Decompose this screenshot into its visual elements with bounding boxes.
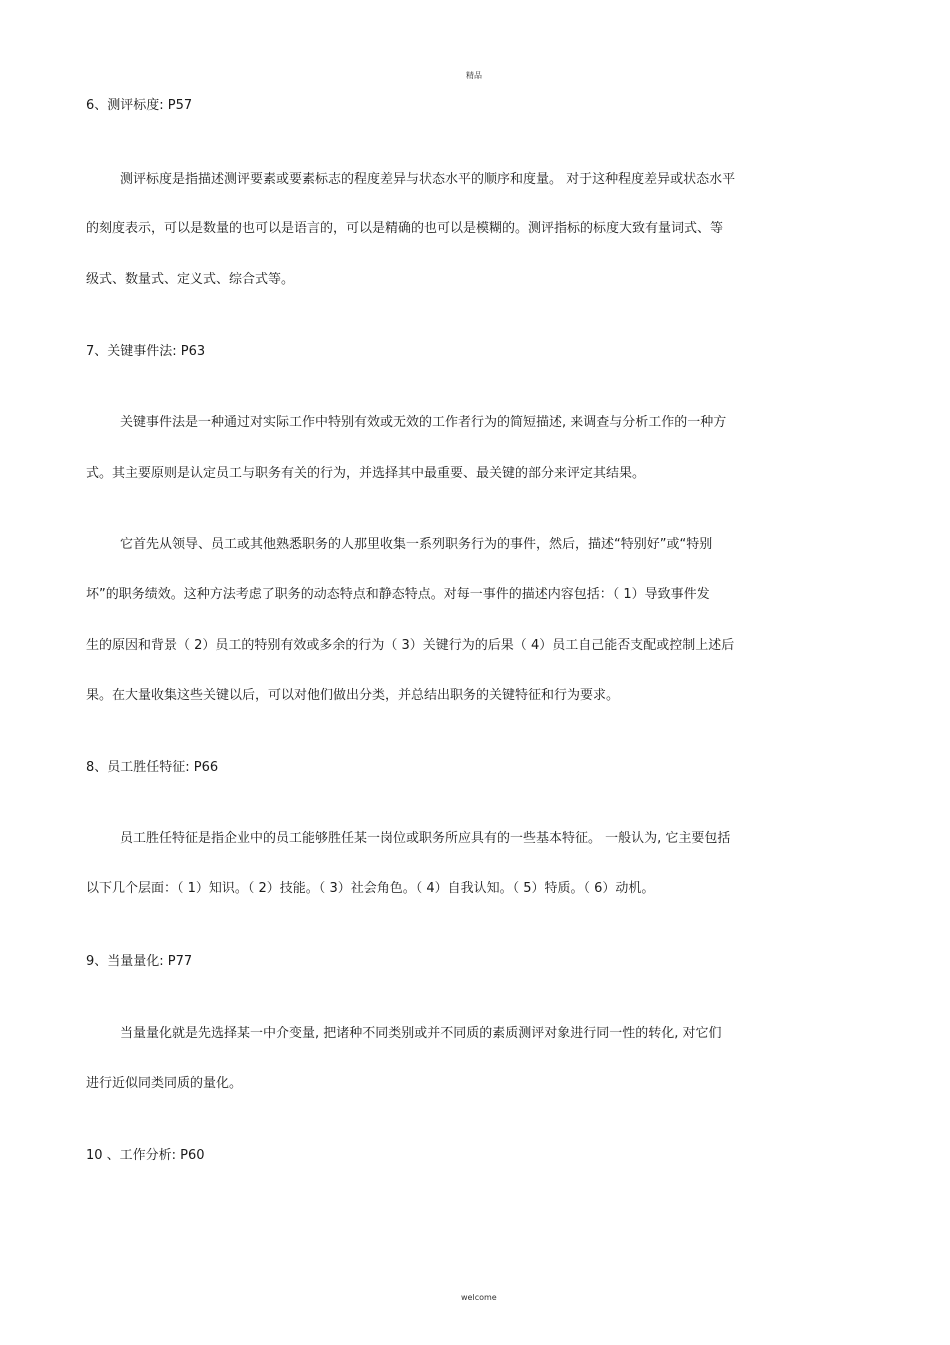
text-line: 坏”的职务绩效。这种方法考虑了职务的动态特点和静态特点。对每一事件的描述内容包括：（ 1）导致事件发 [86, 587, 710, 602]
text-line: 7、关键事件法: P63 [86, 344, 206, 359]
text-line: 当量量化就是先选择某一中介变量, 把诸种不同类别或并不同质的素质测评对象进行同一性的转化, 对它们 [120, 1026, 722, 1041]
text-line: 测评标度是指描述测评要素或要素标志的程度差异与状态水平的顺序和度量。 对于这种程度差异或状态水平 [120, 172, 736, 187]
text-line: 员工胜任特征是指企业中的员工能够胜任某一岗位或职务所应具有的一些基本特征。 一般认为, 它主要包括 [120, 831, 731, 846]
text-line: 生的原因和背景（ 2）员工的特别有效或多余的行为（ 3）关键行为的后果（ 4）员工自己能否支配或控制上述后 [86, 638, 735, 653]
page-footer: welcome [461, 1293, 497, 1302]
text-line: 果。在大量收集这些关键以后，可以对他们做出分类，并总结出职务的关键特征和行为要求。 [86, 688, 620, 703]
text-line: 进行近似同类同质的量化。 [86, 1076, 243, 1091]
text-line: 级式、数量式、定义式、综合式等。 [86, 272, 295, 287]
text-line: 关键事件法是一种通过对实际工作中特别有效或无效的工作者行为的简短描述, 来调查与分析工作的一种方 [120, 415, 727, 430]
text-line: 9、当量量化: P77 [86, 954, 193, 969]
text-line: 式。其主要原则是认定员工与职务有关的行为，并选择其中最重要、最关键的部分来评定其结果。 [86, 466, 646, 481]
text-line: 的刻度表示，可以是数量的也可以是语言的，可以是精确的也可以是模糊的。测评指标的标度大致有量词式、等 [86, 221, 724, 236]
page-header: 精品 [466, 71, 482, 80]
text-line: 6、测评标度: P57 [86, 98, 193, 113]
text-line: 它首先从领导、员工或其他熟悉职务的人那里收集一系列职务行为的事件，然后，描述“特别好”或“特别 [120, 537, 713, 552]
text-line: 10 、工作分析: P60 [86, 1148, 205, 1163]
text-line: 以下几个层面：（ 1）知识。（ 2）技能。（ 3）社会角色。（ 4）自我认知。（ 5）特质。（ 6）动机。 [86, 881, 655, 896]
text-line: 8、员工胜任特征: P66 [86, 760, 219, 775]
